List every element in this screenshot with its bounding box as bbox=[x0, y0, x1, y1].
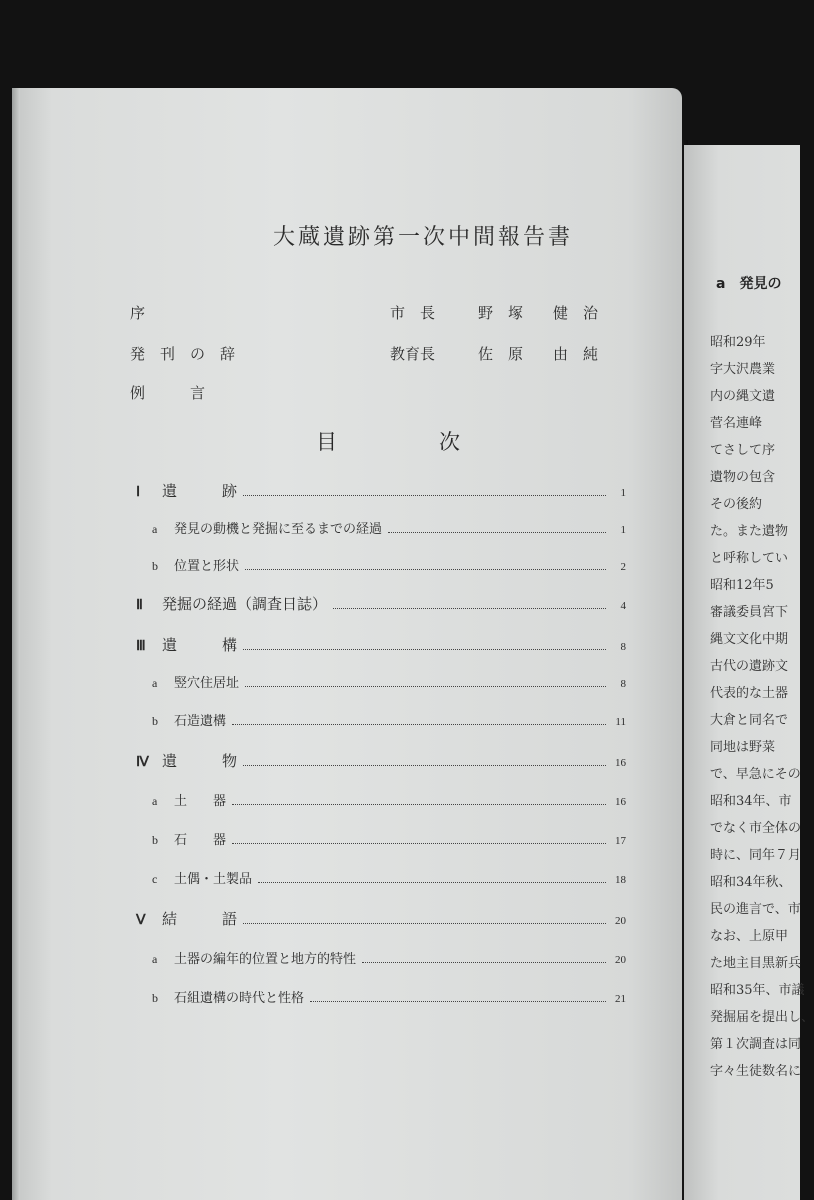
toc-page-number: 16 bbox=[615, 757, 626, 769]
leader-dots bbox=[243, 649, 606, 650]
leader-dots bbox=[243, 923, 606, 924]
chapter-number: Ⅰ bbox=[136, 485, 141, 500]
toc-entry-label: 発見の動機と発掘に至るまでの経過 bbox=[174, 522, 383, 537]
right-page-line: 遺物の包含 bbox=[710, 470, 776, 485]
chapter-number: Ⅱ bbox=[136, 598, 143, 613]
toc-page-number: 20 bbox=[615, 915, 626, 927]
right-page bbox=[684, 145, 814, 1200]
section-letter: b bbox=[152, 714, 158, 728]
right-page-line: 字々生徒数名に bbox=[710, 1064, 802, 1079]
leader-dots bbox=[310, 1001, 606, 1002]
right-page-line: 大倉と同名で bbox=[710, 713, 789, 728]
document-title: 大蔵遺跡第一次中間報告書 bbox=[272, 225, 573, 250]
front-matter-name: 佐 原 由 純 bbox=[478, 345, 599, 363]
right-page-line: 同地は野菜 bbox=[710, 740, 776, 755]
chapter-number: Ⅴ bbox=[136, 913, 146, 928]
page-edge bbox=[12, 88, 20, 1200]
right-page-line: た。また遺物 bbox=[710, 524, 789, 539]
section-letter: a bbox=[152, 952, 158, 966]
toc-entry-label: 竪穴住居址 bbox=[174, 676, 240, 691]
toc-section-row[interactable] bbox=[152, 948, 626, 967]
chapter-number: Ⅲ bbox=[136, 639, 146, 654]
toc-page-number: 4 bbox=[620, 600, 626, 612]
toc-chapter-row[interactable] bbox=[136, 908, 626, 929]
toc-heading-char: 目 bbox=[316, 430, 337, 454]
right-page-line: 菅名連峰 bbox=[710, 416, 763, 431]
toc-page-number: 18 bbox=[615, 874, 626, 886]
toc-entry-label: 遺 構 bbox=[162, 636, 238, 654]
right-page-line: てさして序 bbox=[710, 443, 776, 458]
toc-page-number: 16 bbox=[615, 796, 626, 808]
front-matter-label: 例 言 bbox=[130, 384, 206, 402]
front-matter-name: 野 塚 健 治 bbox=[478, 304, 599, 322]
right-page-line: と呼称してい bbox=[710, 551, 789, 566]
toc-section-row[interactable] bbox=[152, 868, 626, 887]
right-page-line: 昭和34年秋、 bbox=[710, 875, 792, 890]
toc-entry-label: 石組遺構の時代と性格 bbox=[174, 991, 305, 1006]
right-page-line: 昭和35年、市議 bbox=[710, 983, 805, 998]
right-page-line: 代表的な土器 bbox=[710, 686, 789, 701]
leader-dots bbox=[388, 532, 606, 533]
front-matter-role: 市 長 bbox=[390, 304, 436, 322]
right-page-line: 古代の遺跡文 bbox=[710, 659, 789, 674]
section-letter: a bbox=[152, 522, 158, 536]
toc-chapter-row[interactable] bbox=[136, 634, 626, 655]
leader-dots bbox=[232, 804, 606, 805]
right-page-line: 内の縄文遺 bbox=[710, 389, 776, 404]
right-page-line: 第１次調査は同 bbox=[710, 1037, 802, 1052]
toc-entry-label: 位置と形状 bbox=[174, 559, 240, 574]
toc-chapter-row[interactable] bbox=[136, 480, 626, 501]
toc-section-row[interactable] bbox=[152, 555, 626, 574]
right-page-line: 民の進言で、市 bbox=[710, 902, 801, 917]
toc-entry-label: 土器の編年的位置と地方的特性 bbox=[174, 952, 357, 967]
toc-page-number: 8 bbox=[620, 678, 626, 690]
toc-chapter-row[interactable] bbox=[136, 593, 626, 614]
toc-entry-label: 石造遺構 bbox=[174, 714, 227, 729]
toc-page-number: 1 bbox=[620, 524, 626, 536]
leader-dots bbox=[243, 765, 606, 766]
toc-page-number: 8 bbox=[620, 641, 626, 653]
toc-entry-label: 結 語 bbox=[162, 910, 238, 928]
leader-dots bbox=[232, 843, 606, 844]
toc-page-number: 2 bbox=[620, 561, 626, 573]
right-page-line: 字大沢農業 bbox=[710, 362, 776, 377]
section-letter: b bbox=[152, 991, 158, 1005]
toc-page-number: 21 bbox=[615, 993, 626, 1005]
toc-entry-label: 遺 物 bbox=[162, 752, 238, 770]
toc-heading-char: 次 bbox=[439, 430, 460, 454]
toc-section-row[interactable] bbox=[152, 710, 626, 729]
toc-entry-label: 発掘の経過（調査日誌） bbox=[162, 595, 328, 613]
toc-section-row[interactable] bbox=[152, 672, 626, 691]
leader-dots bbox=[232, 724, 606, 725]
chapter-number: Ⅳ bbox=[136, 755, 149, 770]
leader-dots bbox=[362, 962, 606, 963]
section-letter: a bbox=[152, 676, 158, 690]
toc-page-number: 20 bbox=[615, 954, 626, 966]
right-page-line: 昭和34年、市 bbox=[710, 794, 792, 809]
toc-page-number: 11 bbox=[615, 716, 626, 728]
right-page-line: その後約 bbox=[710, 497, 763, 512]
right-page-line: 時に、同年７月 bbox=[710, 848, 802, 863]
right-page-line: 発掘届を提出し、 bbox=[710, 1010, 814, 1025]
section-letter: a bbox=[152, 794, 158, 808]
leader-dots bbox=[243, 495, 606, 496]
leader-dots bbox=[245, 569, 606, 570]
toc-entry-label: 遺 跡 bbox=[162, 482, 238, 500]
section-letter: c bbox=[152, 872, 158, 886]
front-matter-label: 序 bbox=[130, 304, 146, 322]
leader-dots bbox=[245, 686, 606, 687]
toc-entry-label: 土偶・土製品 bbox=[174, 872, 253, 887]
toc-entry-label: 土 器 bbox=[174, 794, 227, 809]
toc-section-row[interactable] bbox=[152, 829, 626, 848]
toc-heading bbox=[316, 426, 460, 456]
toc-page-number: 17 bbox=[615, 835, 626, 847]
toc-section-row[interactable] bbox=[152, 518, 626, 537]
right-page-heading: a 発見の bbox=[716, 276, 782, 292]
leader-dots bbox=[333, 608, 606, 609]
toc-page-number: 1 bbox=[620, 487, 626, 499]
toc-section-row[interactable] bbox=[152, 987, 626, 1006]
right-page-line: 縄文文化中期 bbox=[710, 632, 789, 647]
toc-chapter-row[interactable] bbox=[136, 750, 626, 771]
right-page-line: なお、上原甲 bbox=[710, 929, 789, 944]
right-page-line: た地主目黒新兵 bbox=[710, 956, 802, 971]
right-page-line: 昭和29年 bbox=[710, 335, 766, 350]
toc-section-row[interactable] bbox=[152, 790, 626, 809]
section-letter: b bbox=[152, 559, 158, 573]
right-page-line: 昭和12年5 bbox=[710, 578, 774, 593]
right-page-line: で、早急にその bbox=[710, 767, 801, 782]
front-matter-label: 発 刊 の 辞 bbox=[130, 345, 236, 363]
section-letter: b bbox=[152, 833, 158, 847]
right-page-line: 審議委員宮下 bbox=[710, 605, 789, 620]
right-page-line: でなく市全体の bbox=[710, 821, 802, 836]
leader-dots bbox=[258, 882, 606, 883]
toc-entry-label: 石 器 bbox=[174, 833, 227, 848]
front-matter-role: 教育長 bbox=[390, 345, 436, 363]
